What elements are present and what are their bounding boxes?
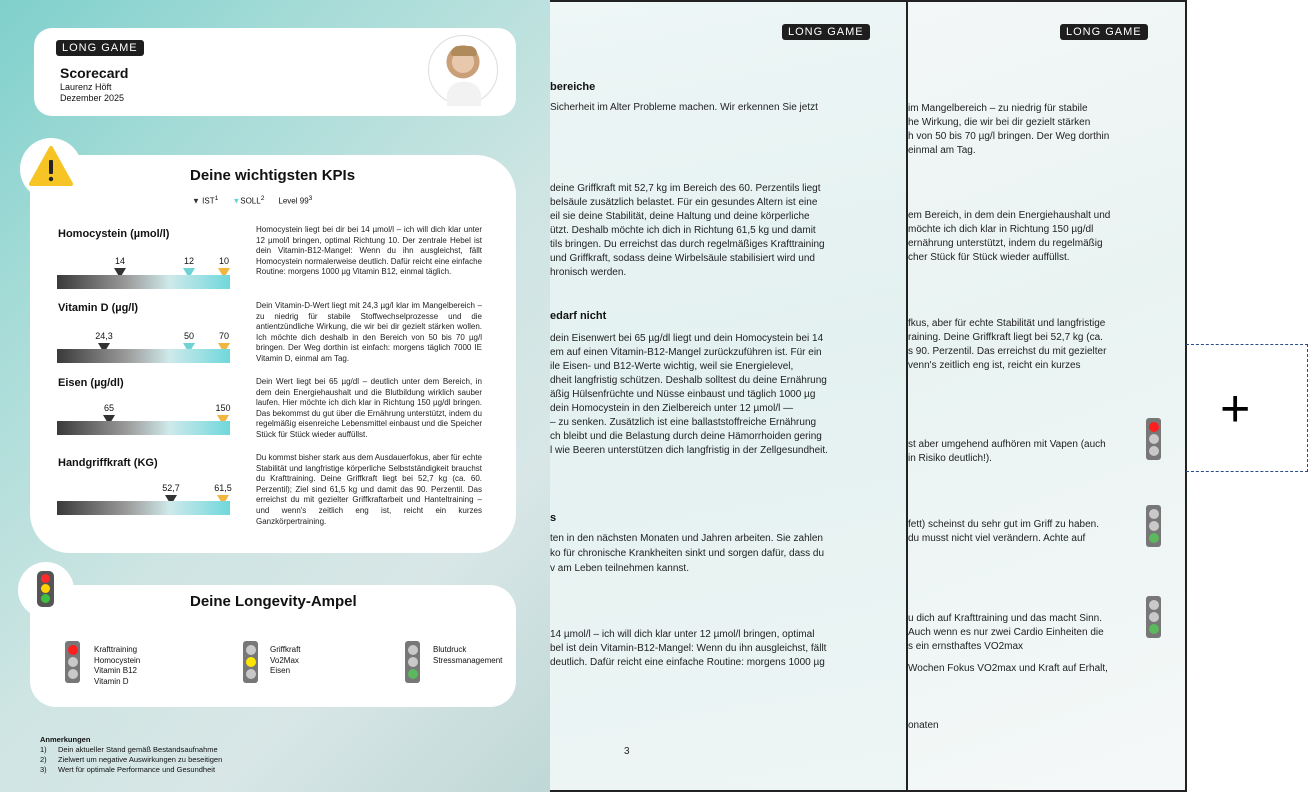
kpi-bar [57, 349, 230, 363]
warning-badge [20, 138, 82, 200]
report-date: Dezember 2025 [60, 93, 125, 103]
marker-label-ist: 24,3 [95, 331, 113, 341]
note-item: 2) Zielwert um negative Auswirkungen zu beseitigen [40, 755, 223, 764]
ampel-badge [18, 562, 74, 618]
notes-title: Anmerkungen [40, 735, 91, 744]
text-line: Sicherheit im Alter Probleme machen. Wir erkennen Sie jetzt [550, 102, 818, 113]
text-line: äßig Hülsenfrüchte und Nüsse einbaust und täglich 1000 µg [550, 389, 816, 400]
ampel-item: Blutdruck [433, 645, 467, 654]
text-line: möchte ich dich klar in Richtung 150 µg/dl [908, 224, 1094, 235]
note-item: 3) Wert für optimale Performance und Gesundheit [40, 765, 216, 774]
ampel-red-list [94, 645, 140, 687]
ampel-item: Vitamin B12 [94, 666, 137, 675]
section-heading: bereiche [550, 81, 596, 93]
legend-soll: ▼SOLL$^2$ [232, 195, 265, 206]
traffic-light-yellow-icon [243, 641, 258, 683]
ampel-yellow-list [270, 645, 301, 677]
marker-label-level: 10 [218, 256, 229, 266]
ampel-item: Griffkraft [270, 645, 301, 654]
traffic-light-icon [1146, 596, 1161, 638]
text-line: belsäule zusätzlich belastet. Für ein gesundes Altern ist eine [550, 197, 818, 208]
text-line: dein Eisenwert bei 65 µg/dl liegt und dein Homocystein bei 14 [550, 333, 824, 344]
text-line: he Wirkung, die wir bei dir gezielt stärken [908, 117, 1091, 128]
text-line: em auf einen Vitamin-B12-Mangel zurückzuführen ist. Für ein [550, 347, 822, 358]
marker-label-ist: 52,7 [162, 483, 180, 493]
kpi-description: Dein Wert liegt bei 65 µg/dl – deutlich unter dem Bereich, in dem dein Energiehaushalt und die Blutbildung wirklich sauber laufen. Hier möchte ich dich klar in Richtung 150 µg/dl bringen. Das bekommst du gut über die Ernährung unterstützt, indem du regelmäßig eisenreiche Lebensmittel einbaust und die Speicher Stück für Stück wieder auffüllst. [256, 377, 482, 439]
ampel-item: Stressmanagement [433, 655, 503, 665]
text-line: deutlich. Dafür reicht eine einfache Routine: morgens 1000 µg [550, 657, 825, 668]
text-line: tils bringen. Du erreichst das durch regelmäßiges Krafttraining [550, 239, 825, 250]
kpi-bar [57, 275, 230, 289]
traffic-light-icon [37, 571, 54, 607]
text-line: und Griffkraft, sodass deine Wirbelsäule stabilisiert wird und [550, 253, 815, 264]
kpi-bar [57, 421, 230, 435]
marker-label-soll: 50 [183, 331, 194, 341]
text-line: bel ist dein Vitamin-B12-Mangel: Wenn du ihn ausgleichst, fällt [550, 643, 827, 654]
ampel-green-list [433, 645, 502, 666]
text-line: h von 50 bis 70 µg/l bringen. Der Weg dorthin [908, 131, 1110, 142]
legend-level: Level $99^3$ [278, 195, 313, 206]
marker-label-level: 150 [215, 403, 231, 413]
marker-label-ist: 14 [114, 256, 125, 266]
kpi-legend [192, 195, 312, 206]
ampel-item: Homocystein [94, 655, 141, 665]
ampel-title: Deine Longevity-Ampel [190, 593, 357, 610]
long-game-logo: LONG GAME [782, 24, 870, 40]
traffic-light-icon [1146, 505, 1161, 547]
kpi-title: Deine wichtigsten KPIs [190, 167, 356, 184]
header-card [34, 28, 516, 116]
text-line: l wie Beeren unterstützen dich langfristig in der Zellgesundheit. [550, 445, 828, 456]
document-page-back[interactable] [906, 0, 1187, 792]
notes-list [40, 745, 222, 775]
section-heading: edarf nicht [550, 310, 607, 322]
avatar [428, 35, 498, 105]
page-number: 3 [624, 746, 630, 757]
long-game-logo: LONG GAME [56, 40, 144, 56]
kpi-description: Dein Vitamin-D-Wert liegt mit 24,3 µg/l klar im Mangelbereich – zu niedrig für stabile Stoffwechselprozesse und die antientzündliche Wirkung, die wir bei dir gezielt stärken wollen. Ich möchte dich deshalb in den Bereich von 50 bis 70 µg/l bringen. Der Weg dorthin ist einfach: morgens täglich 7000 IE Vitamin D, einmal am Tag. [256, 301, 482, 363]
kpi-name: Eisen (µg/dl) [58, 377, 124, 389]
text-line: ützt. Deshalb möchte ich dich in Richtung 61,5 kg und damit [550, 225, 816, 236]
long-game-logo: LONG GAME [1060, 24, 1148, 40]
traffic-light-red-icon [65, 641, 80, 683]
kpi-card [30, 155, 516, 553]
document-page-middle[interactable] [548, 0, 908, 792]
text-line: s ein ernsthaftes VO2max [908, 641, 1024, 652]
page-title: Scorecard [60, 65, 129, 81]
kpi-name: Vitamin D (µg/l) [58, 302, 139, 314]
text-line: ten in den nächsten Monaten und Jahren arbeiten. Sie zahlen [550, 533, 823, 544]
text-line: ko für chronische Krankheiten sinkt und sorgen dafür, dass du [550, 548, 825, 559]
text-line: in Risiko deutlich!). [908, 453, 992, 464]
text-line: fkus, aber für echte Stabilität und langfristige [908, 318, 1106, 329]
text-line: em Bereich, in dem dein Energiehaushalt und [908, 210, 1111, 221]
marker-label-level: 61,5 [214, 483, 232, 493]
text-line: raining. Deine Griffkraft liegt bei 52,7 kg (ca. [908, 332, 1103, 343]
text-line: fett) scheinst du sehr gut im Griff zu haben. [908, 519, 1100, 530]
ampel-item: Vitamin D [94, 676, 129, 686]
text-line: onaten [908, 720, 939, 731]
kpi-bar [57, 501, 230, 515]
text-line: du musst nicht viel verändern. Achte auf [908, 533, 1086, 544]
kpi-description: Homocystein liegt bei dir bei 14 µmol/l – ich will dich klar unter 12 µmol/l bringen, optimal Richtung 10. Der zentrale Hebel ist dein Vitamin-B12-Mangel: Wenn du ihn ausgleichst, fällt Homocystein normalerweise deutlich. Dafür reicht eine einfache Routine: morgens 1000 µg Vitamin B12, einmal täglich. [256, 225, 482, 277]
kpi-name: Handgriffkraft (KG) [58, 457, 158, 469]
text-line: venn's zeitlich eng ist, reicht ein kurzes [908, 360, 1081, 371]
person-name: Laurenz Höft [60, 82, 112, 92]
text-line: s 90. Perzentil. Das erreichst du mit gezielter [908, 346, 1107, 357]
text-line: eil sie deine Stabilität, deine Haltung und deine körperliche [550, 211, 810, 222]
text-line: hronisch werden. [550, 267, 627, 278]
traffic-light-icon [1146, 418, 1161, 460]
text-line: ile Eisen- und B12-Werte wichtig, weil sie Energielevel, [550, 361, 794, 372]
text-line: dheit langfristig schützen. Deshalb solltest du deine Ernährung [550, 375, 827, 386]
marker-label-soll: 12 [183, 256, 194, 266]
text-line: dein Homocystein in den Zielbereich unter 12 µmol/l — [550, 403, 794, 414]
kpi-name: Homocystein (µmol/l) [58, 228, 170, 240]
ampel-item: Vo2Max [270, 655, 299, 665]
text-line: Auch wenn es nur zwei Cardio Einheiten die [908, 627, 1104, 638]
section-heading: s [550, 512, 557, 524]
marker-label-ist: 65 [103, 403, 114, 413]
text-line: Wochen Fokus VO2max und Kraft auf Erhalt, [908, 663, 1108, 674]
ampel-card [30, 585, 516, 707]
text-line: u dich auf Krafttraining und das macht Sinn. [908, 613, 1103, 624]
text-line: ch bleibt und die Belastung durch deine Hämorrhoiden gering [550, 431, 822, 442]
add-page-button[interactable]: + [1220, 380, 1251, 438]
text-line: – zu senken. Zusätzlich ist eine ballaststoffreiche Ernährung [550, 417, 817, 428]
text-line: ernährung unterstützt, indem du regelmäßig [908, 238, 1103, 249]
text-line: einmal am Tag. [908, 145, 976, 156]
legend-ist: ▼ IST$^1$ [192, 195, 219, 206]
warning-icon [20, 138, 82, 200]
marker-label-level: 70 [218, 331, 229, 341]
text-line: 14 µmol/l – ich will dich klar unter 12 µmol/l bringen, optimal [550, 629, 815, 640]
note-item: 1) Dein aktueller Stand gemäß Bestandsaufnahme [40, 745, 218, 754]
document-page-front[interactable] [0, 0, 550, 792]
text-line: st aber umgehend aufhören mit Vapen (auch [908, 439, 1106, 450]
text-line: im Mangelbereich – zu niedrig für stabile [908, 103, 1088, 114]
text-line: cher Stück für Stück wieder auffüllst. [908, 252, 1070, 263]
traffic-light-green-icon [405, 641, 420, 683]
text-line: v am Leben teilnehmen kannst. [550, 563, 689, 574]
text-line: deine Griffkraft mit 52,7 kg im Bereich des 60. Perzentils liegt [550, 183, 821, 194]
ampel-item: Krafttraining [94, 645, 138, 654]
ampel-item: Eisen [270, 666, 291, 675]
kpi-description: Du kommst bisher stark aus dem Ausdauerfokus, aber für echte Stabilität und langfristige körperliche Selbstständigkeit brauchst du Krafttraining. Deine Griffkraft liegt bei 52,7 kg (ca. 60. Perzentil); Ziel sind 61,5 kg und damit das 90. Perzentil. Das erreichst du mit gezielter Griffkraftarbeit und Hanteltraining – und wenn's zeitlich eng ist, reicht ein kurzes Ganzkörpertraining. [256, 453, 482, 526]
